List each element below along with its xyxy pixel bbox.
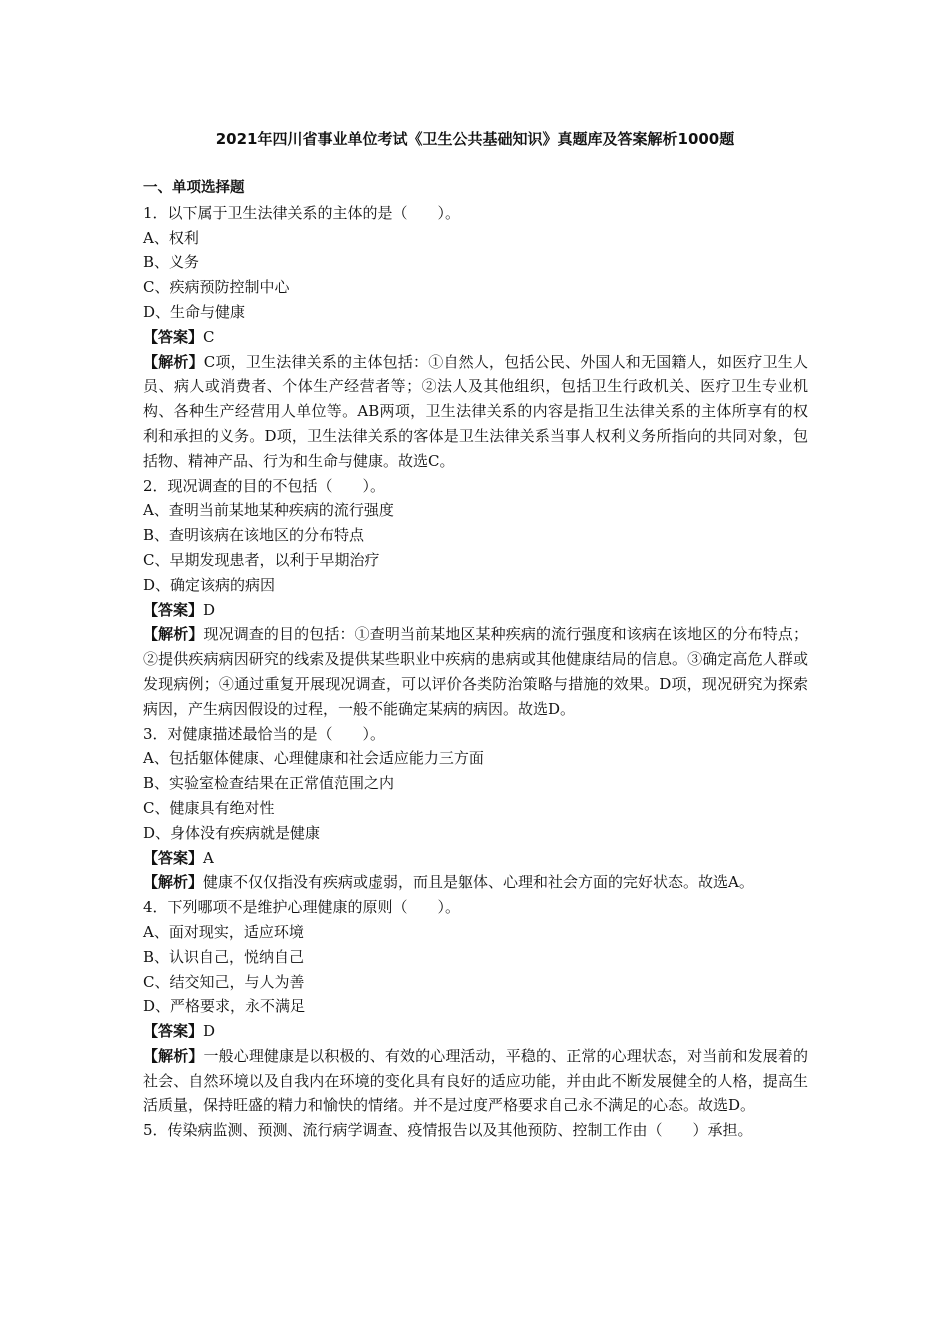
question-block <box>143 722 808 896</box>
question-block <box>143 1118 808 1143</box>
question-stem: 4．下列哪项不是维护心理健康的原则（ ）。 <box>143 898 461 917</box>
answer-value: A <box>203 848 214 867</box>
option-b: B、认识自己，悦纳自己 <box>143 947 305 966</box>
option-c: C、健康具有绝对性 <box>143 798 275 817</box>
analysis-paragraph <box>143 870 808 895</box>
document-body <box>143 176 808 1143</box>
option-b: B、实验室检查结果在正常值范围之内 <box>143 774 395 793</box>
analysis-paragraph <box>143 350 808 474</box>
option-a: A、包括躯体健康、心理健康和社会适应能力三方面 <box>143 749 484 768</box>
analysis-text: 健康不仅仅指没有疾病或虚弱，而且是躯体、心理和社会方面的完好状态。故选A。 <box>203 873 754 892</box>
analysis-label: 【解析】 <box>143 873 204 892</box>
question-stem: 3．对健康描述最恰当的是（ ）。 <box>143 724 386 743</box>
answer-label: 【答案】 <box>143 600 204 619</box>
document-title: 2021年四川省事业单位考试《卫生公共基础知识》真题库及答案解析1000题 <box>215 130 735 148</box>
option-b: B、查明该病在该地区的分布特点 <box>143 526 365 545</box>
option-c: C、结交知己，与人为善 <box>143 972 305 991</box>
question-stem: 2．现况调查的目的不包括（ ）。 <box>143 476 386 495</box>
analysis-label: 【解析】 <box>143 625 204 644</box>
analysis-text: 一般心理健康是以积极的、有效的心理活动，平稳的、正常的心理状态，对当前和发展着的社会、自然环境以及自我内在环境的变化具有良好的适应功能，并由此不断发展健全的人格，提高生活质量，保持旺盛的精力和愉快的情绪。并不是过度严格要求自己永不满足的心态。故选D。 <box>143 1046 808 1115</box>
question-stem: 1．以下属于卫生法律关系的主体的是（ ）。 <box>143 203 461 222</box>
answer-line <box>143 325 808 350</box>
option-d: D、严格要求，永不满足 <box>143 997 306 1016</box>
analysis-paragraph <box>143 622 808 721</box>
option-d: D、生命与健康 <box>143 302 246 321</box>
option-d: D、确定该病的病因 <box>143 575 276 594</box>
answer-value: D <box>203 600 216 619</box>
question-block <box>143 895 808 1118</box>
answer-line <box>143 1019 808 1044</box>
answer-line <box>143 598 808 623</box>
option-c: C、早期发现患者，以利于早期治疗 <box>143 550 380 569</box>
question-stem: 5．传染病监测、预测、流行病学调查、疫情报告以及其他预防、控制工作由（ ）承担。 <box>143 1121 753 1140</box>
option-c: C、疾病预防控制中心 <box>143 278 290 297</box>
option-d: D、身体没有疾病就是健康 <box>143 823 321 842</box>
analysis-label: 【解析】 <box>143 1046 204 1065</box>
option-a: A、面对现实，适应环境 <box>143 922 304 941</box>
option-a: A、权利 <box>143 228 199 247</box>
analysis-text: 现况调查的目的包括：①查明当前某地区某种疾病的流行强度和该病在该地区的分布特点；②提供疾病病因研究的线索及提供某些职业中疾病的患病或其他健康结局的信息。③确定高危人群或发现病例；④通过重复开展现况调查，可以评价各类防治策略与措施的效果。D项，现况研究为探索病因，产生病因假设的过程，一般不能确定某病的病因。故选D。 <box>143 625 808 718</box>
section-heading: 一、单项选择题 <box>143 180 245 196</box>
answer-line <box>143 846 808 871</box>
answer-label: 【答案】 <box>143 848 204 867</box>
question-block <box>143 201 808 474</box>
analysis-text: C项，卫生法律关系的主体包括：①自然人，包括公民、外国人和无国籍人，如医疗卫生人员、病人或消费者、个体生产经营者等；②法人及其他组织，包括卫生行政机关、医疗卫生专业机构、各种生产经营用人单位等。AB两项，卫生法律关系的内容是指卫生法律关系的主体所享有的权利和承担的义务。D项，卫生法律关系的客体是卫生法律关系当事人权利义务所指向的共同对象，包括物、精神产品、行为和生命与健康。故选C。 <box>143 352 808 470</box>
answer-value: C <box>203 327 215 346</box>
answer-value: D <box>203 1022 216 1041</box>
option-a: A、查明当前某地某种疾病的流行强度 <box>143 501 394 520</box>
question-block <box>143 474 808 722</box>
analysis-label: 【解析】 <box>143 352 204 371</box>
answer-label: 【答案】 <box>143 327 204 346</box>
option-b: B、义务 <box>143 253 200 272</box>
answer-label: 【答案】 <box>143 1022 204 1041</box>
analysis-paragraph <box>143 1044 808 1118</box>
